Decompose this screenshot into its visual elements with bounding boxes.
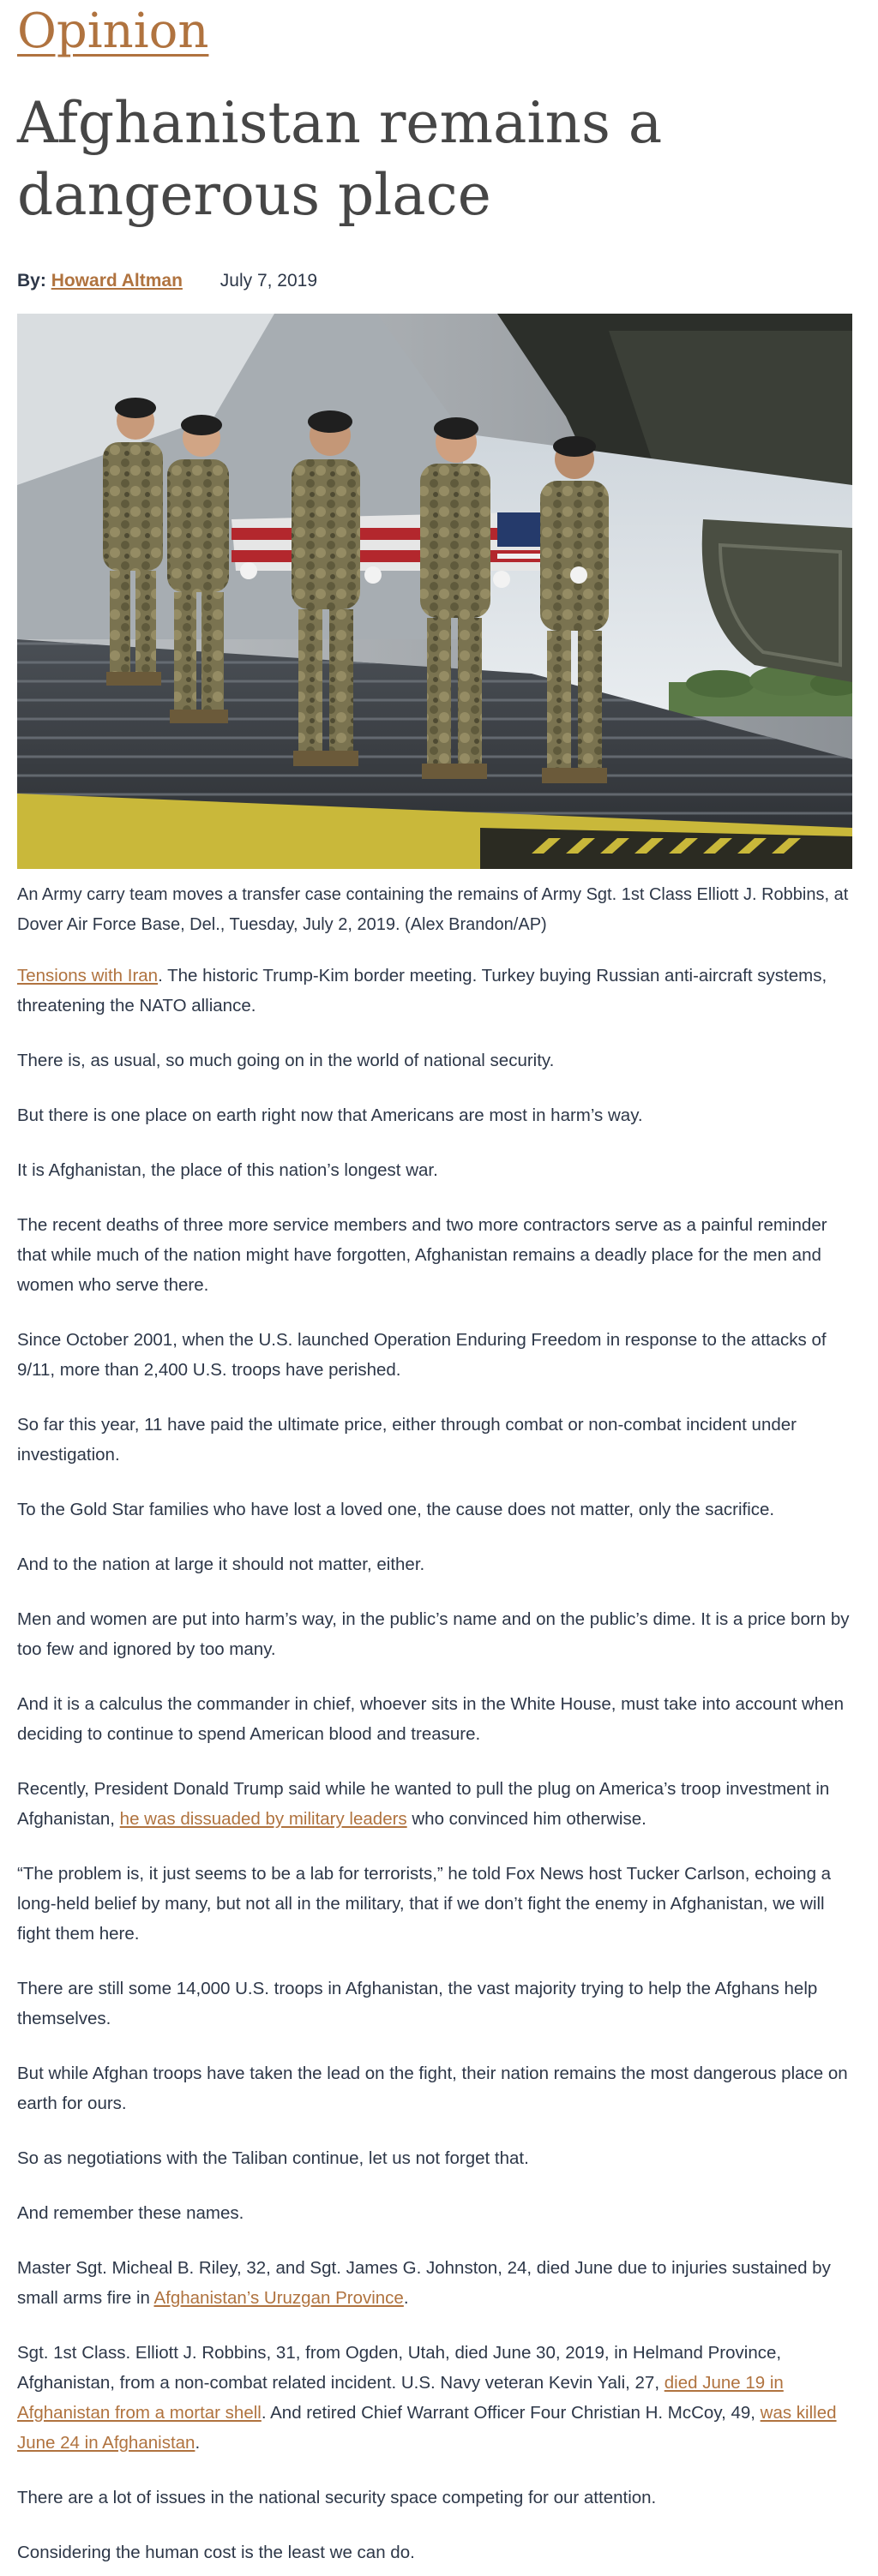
paragraph <box>17 2338 857 2458</box>
paragraph: So far this year, 11 have paid the ultimate price, either through combat or non-combat incident under investigation. <box>17 1415 797 1465</box>
paragraph: Men and women are put into harm’s way, in the public’s name and on the public’s dime. It is a price born by too few and ignored by too many. <box>17 1609 850 1659</box>
paragraph <box>17 1774 857 1834</box>
byline <box>17 271 840 291</box>
byline-prefix: By: <box>17 271 46 291</box>
photo-caption: An Army carry team moves a transfer case containing the remains of Army Sgt. 1st Class Elliott J. Robbins, at Dover Air Force Base, Del., Tuesday, July 2, 2019. (Alex Brandon/AP) <box>17 885 849 934</box>
paragraph: And remember these names. <box>17 2203 244 2223</box>
paragraph: There is, as usual, so much going on in the world of national security. <box>17 1051 555 1070</box>
link-mortar-shell[interactable]: died June 19 in Afghanistan from a mortar shell <box>17 2373 784 2423</box>
paragraph-text: Recently, President Donald Trump said while he wanted to pull the plug on America’s troop investment in Afghanistan, <box>17 1779 830 1829</box>
hero-photo <box>17 314 852 869</box>
paragraph: So as negotiations with the Taliban continue, let us not forget that. <box>17 2148 529 2168</box>
paragraph: But there is one place on earth right now that Americans are most in harm’s way. <box>17 1105 643 1125</box>
link-dissuaded-by-military-leaders[interactable]: he was dissuaded by military leaders <box>119 1809 407 1829</box>
paragraph: And it is a calculus the commander in chief, whoever sits in the White House, must take into account when deciding to continue to spend American blood and treasure. <box>17 1694 844 1744</box>
link-tensions-with-iran[interactable]: Tensions with Iran <box>17 966 159 985</box>
author-link[interactable]: Howard Altman <box>51 271 183 291</box>
paragraph: Considering the human cost is the least we can do. <box>17 2543 415 2562</box>
paragraph: Since October 2001, when the U.S. launched Operation Enduring Freedom in response to the attacks of 9/11, more than 2,400 U.S. troops have perished. <box>17 1330 827 1380</box>
paragraph-text: . <box>403 2288 409 2308</box>
publish-date: July 7, 2019 <box>220 271 318 291</box>
paragraph-text: Master Sgt. Micheal B. Riley, 32, and Sgt. James G. Johnston, 24, died June due to injuries sustained by small arms fire in <box>17 2258 831 2308</box>
link-uruzgan-province[interactable]: Afghanistan’s Uruzgan Province <box>153 2288 404 2308</box>
section-link-opinion[interactable]: Opinion <box>17 3 209 59</box>
paragraph <box>17 961 857 1021</box>
paragraph: To the Gold Star families who have lost a loved one, the cause does not matter, only the sacrifice. <box>17 1500 775 1519</box>
article-headline: Afghanistan remains a dangerous place <box>17 90 663 228</box>
paragraph-text: . The historic Trump-Kim border meeting. Turkey buying Russian anti-aircraft systems, threatening the NATO alliance. <box>17 966 827 1015</box>
paragraph: “The problem is, it just seems to be a lab for terrorists,” he told Fox News host Tucker Carlson, echoing a long-held belief by many, but not all in the military, that if we don’t fight the enemy in Afghanistan, we will fight them here. <box>17 1864 832 1944</box>
paragraph <box>17 2253 857 2313</box>
paragraph: The recent deaths of three more service members and two more contractors serve as a painful reminder that while much of the nation might have forgotten, Afghanistan remains a deadly place for the men and women who serve there. <box>17 1215 827 1295</box>
link-killed-june-24[interactable]: was killed June 24 in Afghanistan <box>17 2403 837 2453</box>
article-body <box>17 961 850 2567</box>
paragraph-text: Sgt. 1st Class. Elliott J. Robbins, 31, from Ogden, Utah, died June 30, 2019, in Helmand Province, Afghanistan, from a non-combat related incident. U.S. Navy veteran Kevin Yali, 27, <box>17 2343 782 2393</box>
paragraph: There are still some 14,000 U.S. troops in Afghanistan, the vast majority trying to help the Afghans help themselves. <box>17 1979 818 2028</box>
paragraph: It is Afghanistan, the place of this nation’s longest war. <box>17 1160 438 1180</box>
paragraph: And to the nation at large it should not matter, either. <box>17 1555 425 1574</box>
paragraph-text: . And retired Chief Warrant Officer Four Christian H. McCoy, 49, <box>261 2403 761 2423</box>
paragraph-text: who convinced him otherwise. <box>406 1809 646 1829</box>
paragraph-text: . <box>195 2433 201 2453</box>
paragraph: There are a lot of issues in the national security space competing for our attention. <box>17 2488 657 2507</box>
paragraph: But while Afghan troops have taken the lead on the fight, their nation remains the most dangerous place on earth for ours. <box>17 2064 848 2113</box>
